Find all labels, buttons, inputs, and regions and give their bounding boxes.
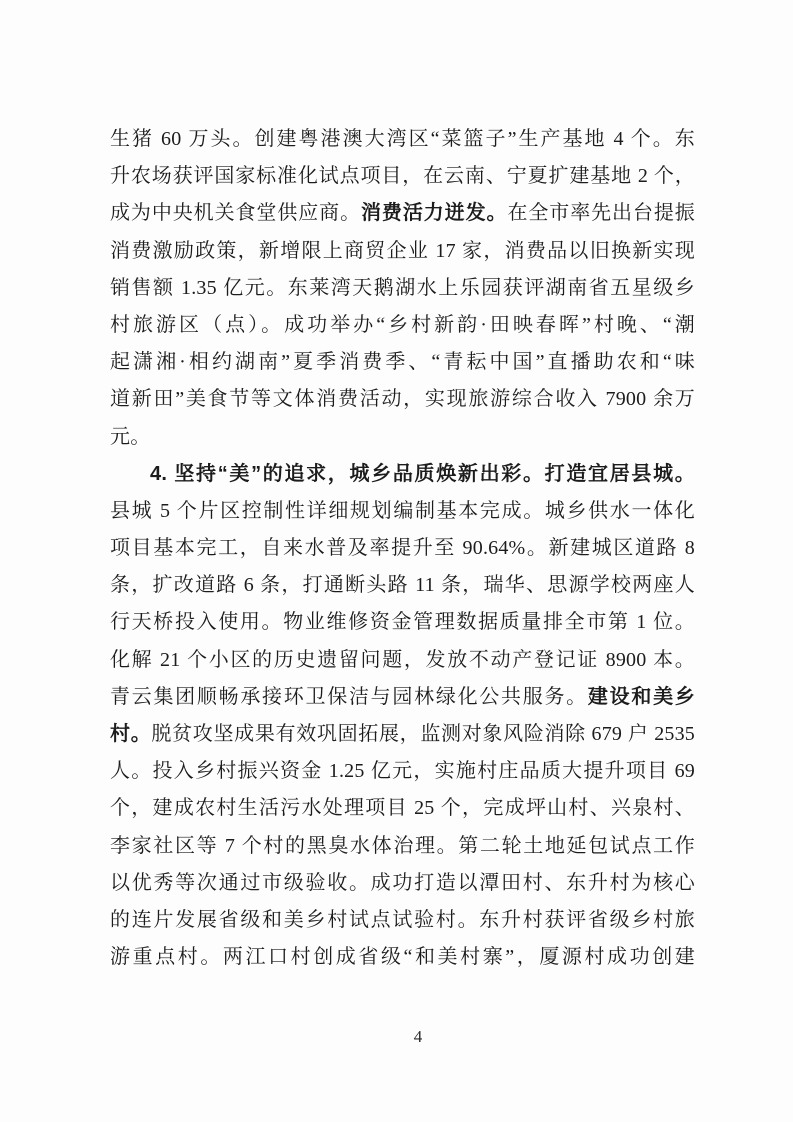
text-segment: 元。 <box>110 425 151 448</box>
page-footer <box>0 1028 793 1052</box>
text-segment: 起潇湘·相约湖南”夏季消费季、“青耘中国”直播助农和“味 <box>110 351 695 374</box>
text-segment: 在全市率先出台提振 <box>507 202 695 225</box>
page-number: 4 <box>413 1027 423 1046</box>
text-line <box>110 716 695 753</box>
text-line <box>110 270 695 307</box>
text-line <box>110 195 695 232</box>
text-segment: 道新田”美食节等文体消费活动，实现旅游综合收入 7900 余万 <box>110 388 695 411</box>
text-line <box>110 567 695 604</box>
text-segment: 销售额 1.35 亿元。东莱湾天鹅湖水上乐园获评湖南省五星级乡 <box>110 276 695 299</box>
text-segment: 的连片发展省级和美乡村试点试验村。东升村获评省级乡村旅 <box>110 908 695 931</box>
text-segment: 李家社区等 7 个村的黑臭水体治理。第二轮土地延包试点工作 <box>110 834 695 857</box>
text-line <box>110 419 695 456</box>
text-line <box>110 233 695 270</box>
text-segment: 村旅游区（点）。成功举办“乡村新韵·田映春晖”村晚、“潮 <box>110 313 695 336</box>
text-line <box>110 939 695 976</box>
text-line <box>110 642 695 679</box>
text-line <box>110 456 695 493</box>
text-segment: 升农场获评国家标准化试点项目，在云南、宁夏扩建基地 2 个， <box>110 165 695 188</box>
text-segment: 条，扩改道路 6 条，打通断头路 11 条，瑞华、思源学校两座人 <box>110 574 695 597</box>
text-segment: 化解 21 个小区的历史遗留问题，发放不动产登记证 8900 本。 <box>110 648 695 671</box>
bold-text-segment: 消费活力迸发。 <box>361 202 508 225</box>
text-segment: 以优秀等次通过市级验收。成功打造以潭田村、东升村为核心 <box>110 871 695 894</box>
text-segment: 脱贫攻坚成果有效巩固拓展，监测对象风险消除 679 户 2535 <box>151 723 696 745</box>
text-line <box>110 530 695 567</box>
text-segment: 成为中央机关食堂供应商。 <box>110 202 362 225</box>
text-line <box>110 121 695 158</box>
text-line <box>110 381 695 418</box>
text-line <box>110 753 695 790</box>
text-segment: 游重点村。两江口村创成省级“和美村寨”，厦源村成功创建 <box>110 946 695 969</box>
report-body-text <box>110 121 695 976</box>
text-line <box>110 828 695 865</box>
text-line <box>110 902 695 939</box>
bold-text-segment: 建设和美乡 <box>587 685 695 708</box>
text-line <box>110 865 695 902</box>
text-line <box>110 679 695 716</box>
bold-text-segment: 村。 <box>110 723 152 745</box>
text-segment: 消费激励政策，新增限上商贸企业 17 家，消费品以旧换新实现 <box>110 239 695 262</box>
text-line <box>110 604 695 641</box>
text-line <box>110 790 695 827</box>
text-segment: 青云集团顺畅承接环卫保洁与园林绿化公共服务。 <box>110 685 588 708</box>
text-segment: 人。投入乡村振兴资金 1.25 亿元，实施村庄品质大提升项目 69 <box>110 760 695 783</box>
text-segment: 个，建成农村生活污水处理项目 25 个，完成坪山村、兴泉村、 <box>110 797 695 820</box>
text-line <box>110 493 695 530</box>
text-line <box>110 307 695 344</box>
text-segment: 项目基本完工，自来水普及率提升至 90.64%。新建城区道路 8 <box>110 537 695 560</box>
text-line <box>110 344 695 381</box>
text-segment: 生猪 60 万头。创建粤港澳大湾区“菜篮子”生产基地 4 个。东 <box>110 128 695 150</box>
bold-text-segment: 4. 坚持“美”的追求，城乡品质焕新出彩。打造宜居县城。 <box>150 462 695 485</box>
text-segment: 县城 5 个片区控制性详细规划编制基本完成。城乡供水一体化 <box>110 499 695 522</box>
text-line <box>110 158 695 195</box>
text-segment: 行天桥投入使用。物业维修资金管理数据质量排全市第 1 位。 <box>110 611 695 634</box>
